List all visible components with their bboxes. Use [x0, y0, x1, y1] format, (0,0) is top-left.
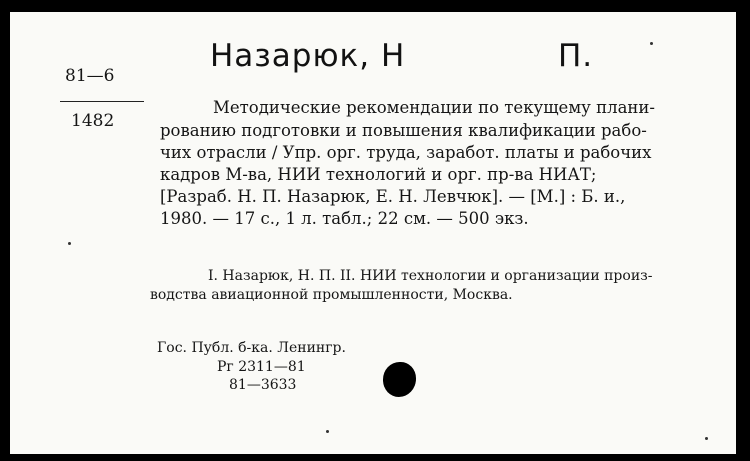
body-line-2: рованию подготовки и повышения квалификации рабо- [160, 121, 647, 140]
ink-blot [383, 362, 416, 397]
call-number-top: 81—6 [65, 66, 115, 86]
library-line-1: Гос. Публ. б-ка. Ленингр. [157, 340, 346, 356]
body-line-5: [Разраб. Н. П. Назарюк, Е. Н. Левчюк]. — [М.] : Б. и., [160, 187, 626, 206]
library-line-2: Рг 2311—81 [217, 359, 306, 375]
call-number-divider [60, 101, 144, 102]
index-line-2: водства авиационной промышленности, Москва. [150, 287, 513, 303]
speck [68, 242, 71, 245]
body-line-4: кадров М-ва, НИИ технологий и орг. пр-ва НИАТ; [160, 165, 597, 184]
speck [326, 430, 329, 433]
handwritten-author-name: Назарюк, Н [210, 38, 406, 74]
speck [705, 437, 708, 440]
library-line-3: 81—3633 [229, 377, 297, 393]
body-line-3: чих отрасли / Упр. орг. труда, заработ. платы и рабочих [160, 143, 652, 162]
index-line-1: I. Назарюк, Н. П. II. НИИ технологии и организации произ- [208, 268, 653, 284]
call-number-bottom: 1482 [71, 111, 115, 131]
body-line-6: 1980. — 17 с., 1 л. табл.; 22 см. — 500 экз. [160, 209, 529, 228]
handwritten-author-initial: П. [558, 38, 594, 74]
body-line-1: Методические рекомендации по текущему плани- [213, 98, 655, 117]
catalog-card [10, 12, 736, 454]
speck [650, 42, 653, 45]
